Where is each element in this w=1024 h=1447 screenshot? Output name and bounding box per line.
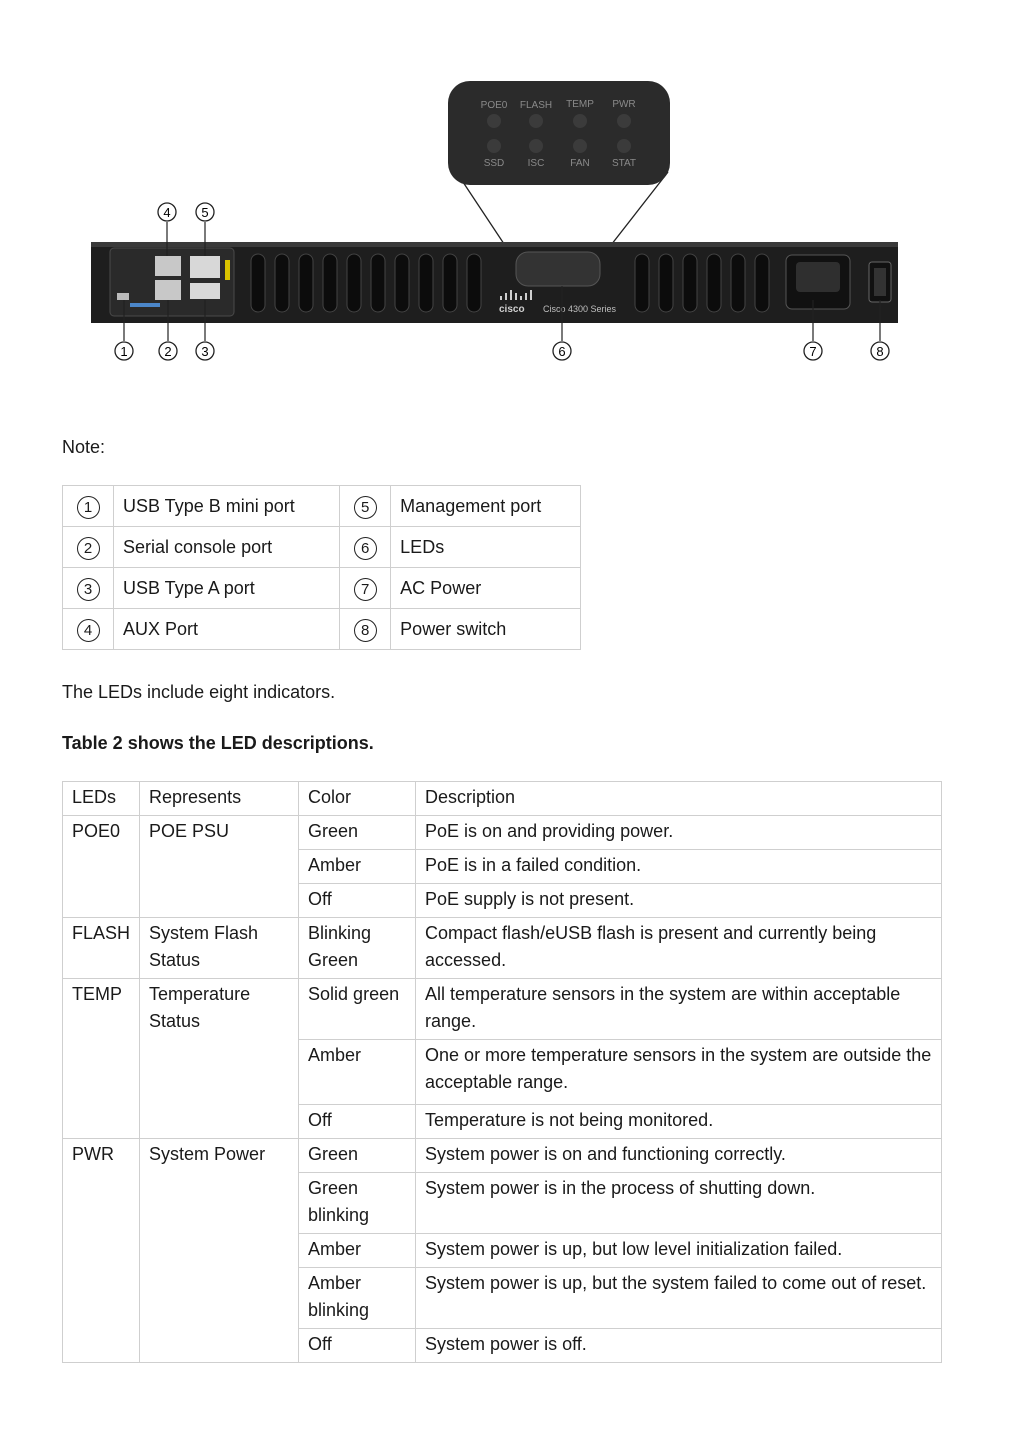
led-name-cell: TEMP (63, 979, 140, 1139)
callout-3 (196, 342, 214, 360)
legend-table (62, 485, 581, 650)
legend-label: AUX Port (114, 609, 340, 650)
legend-label: USB Type A port (114, 568, 340, 609)
led-label-bottom: SSD (483, 158, 505, 169)
color-cell: Green blinking (299, 1173, 416, 1234)
color-cell: Green (299, 816, 416, 850)
legend-label: Management port (391, 486, 581, 527)
description-cell: System power is off. (416, 1329, 942, 1363)
description-cell: Compact flash/eUSB flash is present and currently being accessed. (416, 918, 942, 979)
table-caption: Table 2 shows the LED descriptions. (62, 733, 374, 753)
led-pwr (617, 114, 631, 128)
led-flash (529, 114, 543, 128)
led-label-top: PWR (612, 99, 636, 110)
led-label-top: POE0 (480, 100, 508, 111)
color-cell: Green (299, 1139, 416, 1173)
led-name-cell: PWR (63, 1139, 140, 1363)
svg-text:5: 5 (201, 205, 209, 220)
legend-number: 2 (77, 537, 100, 560)
led-name-cell: FLASH (63, 918, 140, 979)
svg-text:1: 1 (120, 344, 128, 359)
table-row (63, 486, 581, 527)
legend-number: 7 (354, 578, 377, 601)
color-cell: Blinking Green (299, 918, 416, 979)
description-cell: System power is in the process of shutting down. (416, 1173, 942, 1234)
table-header-row (63, 782, 942, 816)
legend-number: 5 (354, 496, 377, 519)
led-label-bottom: STAT (611, 158, 637, 169)
description-cell: System power is on and functioning correctly. (416, 1139, 942, 1173)
description-cell: System power is up, but the system failed to come out of reset. (416, 1268, 942, 1329)
svg-text:4: 4 (163, 205, 171, 220)
aux-port (155, 256, 181, 276)
usb-type-b-mini-port (117, 293, 129, 300)
represents-cell: POE PSU (140, 816, 299, 918)
legend-label: AC Power (391, 568, 581, 609)
color-cell: Amber (299, 1040, 416, 1105)
table-row (63, 979, 942, 1040)
table-row (63, 918, 942, 979)
led-ssd (487, 139, 501, 153)
led-label-top: FLASH (519, 100, 553, 111)
description-cell: One or more temperature sensors in the system are outside the acceptable range. (416, 1040, 942, 1105)
header-cell: Represents (140, 782, 299, 816)
header-cell: Description (416, 782, 942, 816)
svg-text:7: 7 (809, 344, 817, 359)
table-row (63, 609, 581, 650)
management-port (190, 256, 220, 278)
svg-text:3: 3 (201, 344, 209, 359)
led-intro-text: The LEDs include eight indicators. (62, 682, 336, 702)
description-cell: PoE is in a failed condition. (416, 850, 942, 884)
legend-number: 8 (354, 619, 377, 642)
led-temp (573, 114, 587, 128)
led-label-bottom: FAN (570, 158, 590, 169)
table-row (63, 527, 581, 568)
led-fan (573, 139, 587, 153)
legend-label: Power switch (391, 609, 581, 650)
color-cell: Amber blinking (299, 1268, 416, 1329)
legend-number: 6 (354, 537, 377, 560)
led-name-cell: POE0 (63, 816, 140, 918)
io-module (110, 248, 234, 316)
description-cell: PoE supply is not present. (416, 884, 942, 918)
color-cell: Off (299, 1329, 416, 1363)
table-row (63, 1139, 942, 1173)
svg-text:2: 2 (164, 344, 172, 359)
serial-console-port (155, 280, 181, 300)
callout-6 (553, 342, 571, 360)
description-cell: All temperature sensors in the system are within acceptable range. (416, 979, 942, 1040)
description-cell: PoE is on and providing power. (416, 816, 942, 850)
color-cell: Off (299, 884, 416, 918)
color-cell: Amber (299, 1234, 416, 1268)
led-panel-zoom (448, 81, 670, 185)
header-cell: LEDs (63, 782, 140, 816)
callout-5 (196, 203, 214, 221)
callout-2 (159, 342, 177, 360)
represents-cell: Temperature Status (140, 979, 299, 1139)
represents-cell: System Power (140, 1139, 299, 1363)
callout-4 (158, 203, 176, 221)
description-cell: System power is up, but low level initialization failed. (416, 1234, 942, 1268)
led-poe0 (487, 114, 501, 128)
svg-text:6: 6 (558, 344, 566, 359)
legend-number: 3 (77, 578, 100, 601)
table-row (63, 568, 581, 609)
color-cell: Amber (299, 850, 416, 884)
led-description-table (62, 781, 942, 1363)
callout-1 (115, 342, 133, 360)
legend-number: 1 (77, 496, 100, 519)
led-stat (617, 139, 631, 153)
legend-label: Serial console port (114, 527, 340, 568)
led-panel (516, 252, 600, 286)
led-isc (529, 139, 543, 153)
power-switch (869, 262, 891, 302)
brand-name: cisco (499, 304, 525, 315)
color-cell: Off (299, 1105, 416, 1139)
description-cell: Temperature is not being monitored. (416, 1105, 942, 1139)
callout-7 (804, 342, 822, 360)
color-cell: Solid green (299, 979, 416, 1040)
note-label: Note: (62, 437, 106, 457)
svg-text:8: 8 (876, 344, 884, 359)
table-row (63, 816, 942, 850)
led-label-bottom: ISC (527, 158, 545, 169)
legend-label: USB Type B mini port (114, 486, 340, 527)
model-label: Cisco 4300 Series (543, 304, 617, 314)
usb-type-a-port (190, 283, 220, 299)
header-cell: Color (299, 782, 416, 816)
ac-power-inlet (786, 255, 850, 309)
callout-8 (871, 342, 889, 360)
led-label-top: TEMP (566, 99, 594, 110)
legend-number: 4 (77, 619, 100, 642)
legend-label: LEDs (391, 527, 581, 568)
represents-cell: System Flash Status (140, 918, 299, 979)
router-rear-panel-figure (0, 0, 1024, 400)
